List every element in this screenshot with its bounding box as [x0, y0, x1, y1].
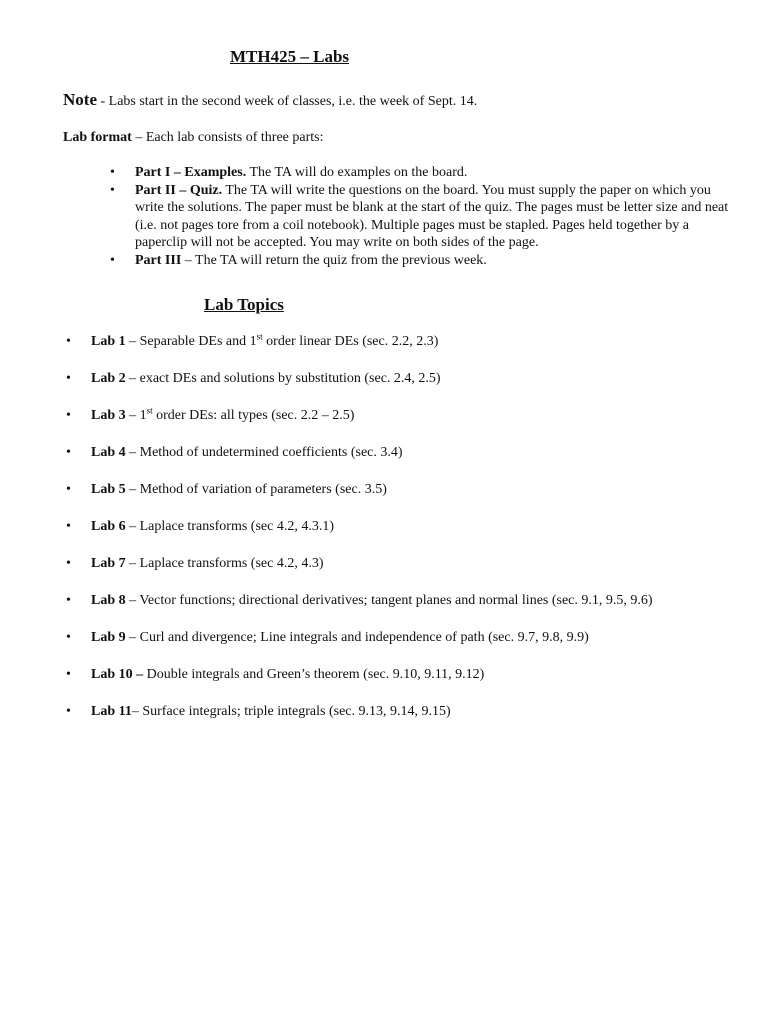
note-label: Note [63, 90, 97, 109]
bullet: • [66, 482, 71, 497]
note-text: - Labs start in the second week of classes, i.e. the week of Sept. 14. [96, 94, 478, 109]
lab-parts-list [110, 164, 730, 269]
lab-label: Lab 11 [91, 704, 132, 719]
lab-label: Lab 9 [91, 630, 126, 645]
list-item [66, 444, 756, 481]
lab-label: Lab 8 [91, 593, 126, 608]
lab-text: – 1 [125, 408, 147, 423]
bullet: • [66, 445, 71, 460]
ordinal-suffix: st [146, 405, 153, 416]
lab-label: Lab 10 – [91, 667, 144, 682]
part-label: Part II – Quiz. [135, 182, 223, 198]
lab-text: – Method of undetermined coefficients (sec. 3.4) [125, 445, 403, 460]
bullet: • [66, 334, 71, 349]
lab-label: Lab 1 [91, 334, 126, 349]
lab-text: – Surface integrals; triple integrals (sec. 9.13, 9.14, 9.15) [131, 704, 451, 719]
part-label: Part I – Examples. [135, 165, 247, 180]
list-item [66, 629, 756, 666]
bullet: • [110, 252, 115, 268]
bullet: • [66, 556, 71, 571]
list-item [66, 370, 756, 407]
lab-label: Lab 4 [91, 445, 126, 460]
note-paragraph [63, 90, 477, 110]
part-text: The TA will do examples on the board. [246, 165, 468, 180]
bullet: • [66, 704, 71, 719]
lab-label: Lab 3 [91, 408, 126, 423]
list-item [66, 333, 756, 370]
lab-format-paragraph [63, 130, 324, 146]
lab-topics-list [66, 333, 756, 740]
lab-topics-heading: Lab Topics [204, 295, 284, 314]
list-item [110, 182, 730, 252]
lab-label: Lab 5 [91, 482, 126, 497]
part-text: – The TA will return the quiz from the previous week. [181, 252, 487, 268]
bullet: • [66, 667, 71, 682]
lab-text: – Laplace transforms (sec 4.2, 4.3.1) [125, 519, 334, 534]
part-text: The TA will write the questions on the board. You must supply the paper on which you write the solutions. The paper must be blank at the start of the quiz. The pages must be letter size and neat (i.e. not pages tore from a coil notebook). Multiple pages must be stapled. Pages held together by a paperclip will not be accepted. You may write on both sides of the page. [135, 182, 729, 250]
bullet: • [66, 593, 71, 608]
lab-text: – Laplace transforms (sec 4.2, 4.3) [125, 556, 324, 571]
lab-text: – Vector functions; directional derivatives; tangent planes and normal lines (sec. 9.1, 9.5, 9.6) [125, 593, 653, 608]
bullet: • [66, 371, 71, 386]
list-item [110, 164, 730, 182]
lab-format-text: – Each lab consists of three parts: [131, 130, 324, 145]
lab-label: Lab 2 [91, 371, 126, 386]
lab-text: – Curl and divergence; Line integrals and independence of path (sec. 9.7, 9.8, 9.9) [125, 630, 589, 645]
list-item [66, 703, 756, 740]
bullet: • [110, 182, 115, 198]
part-label: Part III [135, 252, 182, 268]
bullet: • [110, 165, 115, 180]
list-item [66, 518, 756, 555]
list-item [66, 592, 756, 629]
lab-label: Lab 7 [91, 556, 126, 571]
list-item [66, 555, 756, 592]
lab-label: Lab 6 [91, 519, 126, 534]
lab-text: – Separable DEs and 1 [125, 334, 257, 349]
bullet: • [66, 408, 71, 423]
bullet: • [66, 630, 71, 645]
lab-text: Double integrals and Green’s theorem (sec. 9.10, 9.11, 9.12) [143, 667, 485, 682]
lab-text: – exact DEs and solutions by substitution (sec. 2.4, 2.5) [125, 371, 441, 386]
page-title: MTH425 – Labs [230, 47, 350, 66]
lab-text: – Method of variation of parameters (sec. 3.5) [125, 482, 387, 497]
list-item [66, 666, 756, 703]
lab-format-label: Lab format [63, 130, 132, 145]
lab-text-continued: order linear DEs (sec. 2.2, 2.3) [262, 334, 439, 349]
lab-text-continued: order DEs: all types (sec. 2.2 – 2.5) [152, 408, 355, 423]
list-item [66, 481, 756, 518]
list-item [66, 407, 756, 444]
bullet: • [66, 519, 71, 534]
list-item [110, 252, 730, 270]
ordinal-suffix: st [256, 331, 263, 342]
